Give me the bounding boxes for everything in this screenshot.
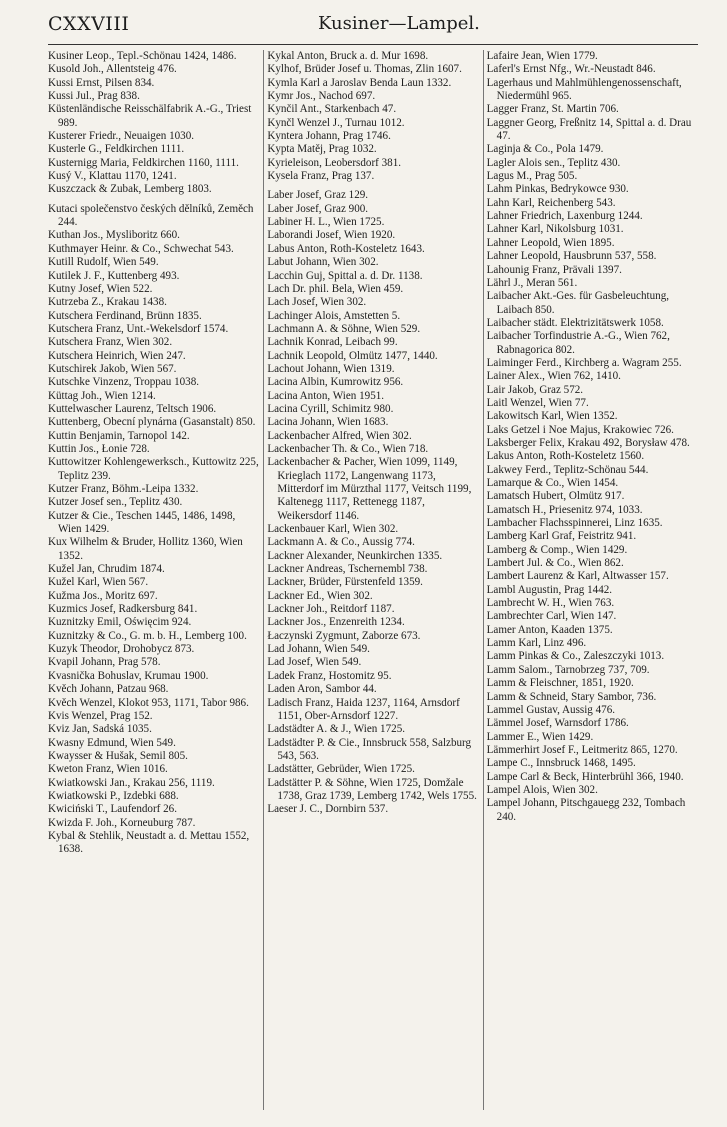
directory-entry: Laibacher Akt.-Ges. für Gasbeleuchtung, Laibach 850. (486, 290, 670, 316)
directory-entry: Lach Josef, Wien 302. (267, 296, 367, 309)
directory-entry: Kvěch Johann, Patzau 968. (48, 683, 169, 696)
directory-entry: Kvěch Wenzel, Klokot 953, 1171, Tabor 986. (48, 696, 249, 709)
directory-entry: Kwiatkowski Jan., Krakau 256, 1119. (48, 776, 215, 789)
directory-entry: Kuznitzky & Co., G. m. b. H., Lemberg 100. (48, 629, 247, 642)
directory-entry: Lackenbacher Alfred, Wien 302. (267, 429, 412, 442)
directory-entry: Lakowitsch Karl, Wien 1352. (486, 410, 618, 423)
directory-entry: Kuznitzky Emil, Oświęcim 924. (48, 616, 192, 629)
directory-entry: Lampel Johann, Pitschgauegg 232, Tombach 240. (486, 797, 686, 823)
directory-entry: Labiner H. L., Wien 1725. (267, 216, 385, 229)
directory-entry: Lacina Albin, Kumrowitz 956. (267, 376, 404, 389)
directory-entry: Lagerhaus und Mahlmühlengenossenschaft, Niedermühl 965. (486, 76, 682, 103)
directory-entry: Kutschera Franz, Wien 302. (48, 336, 173, 349)
directory-entry: Kux Wilhelm & Bruder, Hollitz 1360, Wien 1352. (48, 536, 243, 562)
page-number: CXXVIII (48, 13, 130, 35)
directory-entry: Kwizda F. Joh., Korneuburg 787. (48, 816, 196, 829)
directory-entry: Kutrzeba Z., Krakau 1438. (48, 296, 167, 309)
directory-entry: Laborandi Josef, Wien 1920. (267, 229, 396, 242)
directory-entry: Lair Jakob, Graz 572. (486, 383, 584, 396)
directory-entry: Kutzer & Cie., Teschen 1445, 1486, 1498, Wien 1429. (48, 509, 236, 536)
directory-entry: Lahner Leopold, Wien 1895. (486, 236, 615, 249)
directory-entry: Kužel Karl, Wien 567. (48, 576, 149, 589)
directory-page (48, 6, 698, 1116)
directory-entry: Lambrechter Carl, Wien 147. (486, 610, 617, 623)
directory-entry: Kutilek J. F., Kuttenberg 493. (48, 269, 180, 282)
directory-entry: Lampe Carl & Beck, Hinterbrühl 366, 1940. (486, 770, 684, 783)
directory-entry: Lahner Friedrich, Laxenburg 1244. (486, 210, 643, 223)
directory-entry: Laibacher städt. Elektrizitätswerk 1058. (486, 316, 664, 329)
column-2 (263, 50, 478, 1110)
directory-entry: Kvapil Johann, Prag 578. (48, 656, 161, 669)
directory-entry: Lagger Franz, St. Martin 706. (486, 103, 619, 116)
directory-entry: Kuthan Jos., Mysliboritz 660. (48, 229, 180, 242)
directory-entry: Kusterle G., Feldkirchen 1111. (48, 143, 185, 156)
directory-entry: Kužel Jan, Chrudim 1874. (48, 563, 165, 576)
directory-entry: Kussi Jul., Prag 838. (48, 90, 140, 103)
directory-entry: Lamm Pinkas & Co., Zaleszczyki 1013. (486, 650, 665, 663)
directory-entry: Laggner Georg, Freßnitz 14, Spittal a. d. Drau 47. (486, 116, 692, 143)
directory-entry: Kusterer Friedr., Neuaigen 1030. (48, 130, 195, 143)
directory-entry: Kutzer Franz, Böhm.-Leipa 1332. (48, 483, 199, 495)
directory-entry: Kypta Matěj, Prag 1032. (267, 143, 377, 156)
directory-entry: Lamm Karl, Linz 496. (486, 637, 587, 650)
directory-entry: Küttag Joh., Wien 1214. (48, 389, 156, 402)
directory-entry: Kuzyk Theodor, Drohobycz 873. (48, 643, 195, 656)
directory-entry: Lackner, Brüder, Fürstenfeld 1359. (267, 576, 423, 589)
directory-entry: Lacina Johann, Wien 1683. (267, 416, 389, 429)
directory-entry: Łaczynski Zygmunt, Zaborze 673. (267, 629, 421, 642)
directory-entry: Laibacher Torfindustrie A.-G., Wien 762, Rabnagorica 802. (486, 330, 670, 356)
directory-entry: Kutschera Franz, Unt.-Wekelsdorf 1574. (48, 322, 229, 335)
directory-entry: Lacina Anton, Wien 1951. (267, 389, 385, 402)
directory-entry: Lafaire Jean, Wien 1779. (486, 50, 598, 62)
directory-entry: Kusý V., Klattau 1170, 1241. (48, 170, 177, 183)
directory-entry: Kwiciński T., Laufendorf 26. (48, 803, 177, 816)
directory-entry: Kyntera Johann, Prag 1746. (267, 130, 391, 143)
directory-entry: Lacchin Guj, Spittal a. d. Dr. 1138. (267, 269, 423, 282)
header-rule (48, 44, 698, 45)
directory-entry: Lampe C., Innsbruck 1468, 1495. (486, 757, 636, 770)
directory-entry: Laeser J. C., Dornbirn 537. (267, 803, 389, 816)
directory-entry: Lammel Gustav, Aussig 476. (486, 703, 616, 716)
column-3 (483, 50, 698, 1110)
directory-entry: Küstenländische Reisschälfabrik A.-G., Triest 989. (48, 103, 252, 129)
directory-entry: Kusiner Leop., Tepl.-Schönau 1424, 1486. (48, 50, 237, 62)
directory-entry: Lachmann A. & Söhne, Wien 529. (267, 322, 421, 335)
directory-entry: Lachout Johann, Wien 1319. (267, 362, 395, 375)
directory-entry: Lackenbacher & Pacher, Wien 1099, 1149, Krieglach 1172, Langenwang 1173, Mitterdorf im Mürzthal 1177, Veitsch 1199, Kaltenegg 1117, Rettenegg 1187, Weikersdorf 1146. (267, 456, 472, 522)
directory-entry: Lambacher Flachsspinnerei, Linz 1635. (486, 517, 663, 530)
directory-entry: Kwiatkowski P., Izdebki 688. (48, 789, 179, 802)
directory-entry: Lährl J., Meran 561. (486, 276, 578, 289)
directory-entry: Lackenbauer Karl, Wien 302. (267, 523, 399, 536)
directory-entry: Lahner Leopold, Hausbrunn 537, 558. (486, 250, 657, 263)
directory-entry: Kuttin Jos., Łonie 728. (48, 442, 150, 455)
directory-entry: Laferl's Ernst Nfg., Wr.-Neustadt 846. (486, 63, 656, 76)
directory-entry: Lamatsch Hubert, Olmütz 917. (486, 490, 625, 503)
directory-entry: Kymla Karl a Jaroslav Benda Laun 1332. (267, 76, 452, 89)
directory-entry: Lainer Alex., Wien 762, 1410. (486, 370, 621, 383)
directory-entry: Lagus M., Prag 505. (486, 170, 578, 183)
directory-entry: Laiminger Ferd., Kirchberg a. Wagram 255. (486, 356, 682, 369)
directory-entry: Labut Johann, Wien 302. (267, 256, 379, 269)
directory-entry: Ladek Franz, Hostomitz 95. (267, 669, 392, 682)
directory-entry: Kussi Ernst, Pilsen 834. (48, 76, 155, 89)
directory-entry: Lad Josef, Wien 549. (267, 656, 362, 669)
directory-entry: Lackner Jos., Enzenreith 1234. (267, 616, 405, 629)
directory-entry: Kutschirek Jakob, Wien 567. (48, 362, 177, 375)
directory-entry: Kuttenberg, Obecní plynárna (Gasanstalt) 850. (48, 416, 256, 429)
directory-entry: Lammer E., Wien 1429. (486, 730, 594, 743)
directory-entry: Kutaci společenstvo českých dělníků, Zeměch 244. (48, 202, 254, 229)
directory-entry: Lamer Anton, Kaaden 1375. (486, 623, 613, 636)
directory-entry: Lamberg & Comp., Wien 1429. (486, 543, 628, 556)
directory-entry: Lahn Karl, Reichenberg 543. (486, 196, 616, 209)
directory-entry: Kybal & Stehlik, Neustadt a. d. Mettau 1552, 1638. (48, 829, 250, 856)
directory-entry: Lad Johann, Wien 549. (267, 643, 370, 656)
directory-entry: Lamberg Karl Graf, Feistritz 941. (486, 530, 637, 543)
directory-entry: Kviz Jan, Sadská 1035. (48, 723, 152, 736)
directory-entry: Lamm & Schneid, Stary Sambor, 736. (486, 690, 657, 703)
directory-entry: Kutny Josef, Wien 522. (48, 282, 153, 295)
directory-entry: Kutschke Vinzenz, Troppau 1038. (48, 376, 200, 389)
directory-entry: Labus Anton, Roth-Kosteletz 1643. (267, 242, 425, 255)
directory-entry: Kynčl Wenzel J., Turnau 1012. (267, 116, 405, 129)
directory-entry: Kymr Jos., Nachod 697. (267, 90, 376, 103)
directory-entry: Kvis Wenzel, Prag 152. (48, 709, 153, 722)
directory-entry: Lämmel Josef, Warnsdorf 1786. (486, 717, 629, 730)
directory-entry: Kvasnička Bohuslav, Krumau 1900. (48, 669, 209, 682)
directory-entry: Laks Getzel i Noe Majus, Krakowiec 726. (486, 423, 674, 436)
directory-entry: Ladisch Franz, Haida 1237, 1164, Arnsdorf 1151, Ober-Arnsdorf 1227. (267, 696, 460, 722)
directory-entry: Lackner Ed., Wien 302. (267, 589, 373, 602)
directory-entry: Lackner Joh., Reitdorf 1187. (267, 603, 395, 616)
directory-entry: Lahm Pinkas, Bedrykowce 930. (486, 183, 629, 196)
directory-entry: Lambert Jul. & Co., Wien 862. (486, 557, 624, 570)
directory-entry: Lämmerhirt Josef F., Leitmeritz 865, 1270. (486, 743, 678, 756)
directory-entry: Kuszczack & Zubak, Lemberg 1803. (48, 183, 212, 196)
directory-entry: Kuttin Benjamin, Tarnopol 142. (48, 429, 190, 442)
directory-entry: Kusold Joh., Allentsteig 476. (48, 63, 177, 76)
directory-entry: Kykal Anton, Bruck a. d. Mur 1698. (267, 50, 429, 62)
directory-entry: Kylhof, Brüder Josef u. Thomas, Zlin 1607. (267, 63, 462, 76)
directory-entry: Laginja & Co., Pola 1479. (486, 143, 604, 156)
directory-entry: Kwasny Edmund, Wien 549. (48, 736, 176, 749)
directory-entry: Laksberger Felix, Krakau 492, Borysław 478. (486, 436, 690, 449)
directory-entry: Lackner Alexander, Neunkirchen 1335. (267, 549, 443, 562)
directory-entry: Lachinger Alois, Amstetten 5. (267, 309, 401, 322)
directory-entry: Kweton Franz, Wien 1016. (48, 763, 168, 776)
directory-entry: Lahner Karl, Nikolsburg 1031. (486, 223, 624, 236)
directory-entry: Lackenbacher Th. & Co., Wien 718. (267, 442, 429, 455)
directory-entry: Lamarque & Co., Wien 1454. (486, 477, 619, 489)
running-title: Kusiner—Lampel. (318, 13, 480, 34)
directory-entry: Ladstädter P. & Cie., Innsbruck 558, Salzburg 543, 563. (267, 736, 472, 762)
directory-entry: Kuttelwascher Laurenz, Teltsch 1906. (48, 402, 217, 415)
directory-entry: Lambrecht W. H., Wien 763. (486, 597, 615, 610)
directory-entry: Lambl Augustin, Prag 1442. (486, 583, 613, 596)
directory-entry: Kužma Jos., Moritz 697. (48, 589, 158, 602)
directory-entry: Kwaysser & Hušak, Semil 805. (48, 749, 188, 762)
directory-entry: Kuttowitzer Kohlengewerksch., Kuttowitz 225, Teplitz 239. (48, 456, 259, 482)
directory-entry: Kusternigg Maria, Feldkirchen 1160, 1111. (48, 156, 239, 169)
directory-entry: Lachnik Leopold, Olmütz 1477, 1440. (267, 349, 438, 362)
directory-entry: Kutzer Josef sen., Teplitz 430. (48, 496, 183, 509)
directory-entry: Laber Josef, Graz 900. (267, 202, 369, 215)
entry-columns (48, 50, 698, 1110)
directory-entry: Laden Aron, Sambor 44. (267, 683, 377, 696)
directory-entry: Lakus Anton, Roth-Kosteletz 1560. (486, 450, 645, 463)
directory-entry: Kutill Rudolf, Wien 549. (48, 256, 159, 269)
page-header (48, 6, 698, 48)
directory-entry: Kyrieleison, Leobersdorf 381. (267, 156, 402, 169)
directory-entry: Lambert Laurenz & Karl, Altwasser 157. (486, 570, 669, 583)
directory-entry: Lamm Salom., Tarnobrzeg 737, 709. (486, 663, 650, 676)
directory-entry: Lampel Alois, Wien 302. (486, 783, 598, 796)
column-1 (48, 50, 259, 1110)
directory-entry: Lagler Alois sen., Teplitz 430. (486, 156, 621, 169)
directory-entry: Laitl Wenzel, Wien 77. (486, 396, 589, 409)
directory-entry: Kuzmics Josef, Radkersburg 841. (48, 603, 198, 616)
directory-entry: Lackner Andreas, Tschernembl 738. (267, 563, 428, 576)
directory-entry: Kysela Franz, Prag 137. (267, 170, 375, 183)
directory-entry: Kutschera Ferdinand, Brünn 1835. (48, 309, 202, 322)
directory-entry: Laber Josef, Graz 129. (267, 189, 369, 202)
directory-entry: Kutschera Heinrich, Wien 247. (48, 349, 186, 362)
directory-entry: Ladstätter, Gebrüder, Wien 1725. (267, 763, 415, 776)
directory-entry: Ladstätter P. & Söhne, Wien 1725, Domžale 1738, Graz 1739, Lemberg 1742, Wels 1755. (267, 776, 477, 802)
directory-entry: Lahounig Franz, Prävali 1397. (486, 263, 622, 276)
directory-entry: Kynčil Ant., Starkenbach 47. (267, 103, 397, 116)
directory-entry: Lamm & Fleischner, 1851, 1920. (486, 677, 634, 690)
directory-entry: Lackmann A. & Co., Aussig 774. (267, 536, 415, 549)
directory-entry: Lach Dr. phil. Bela, Wien 459. (267, 282, 404, 295)
directory-entry: Lakwey Ferd., Teplitz-Schönau 544. (486, 463, 649, 476)
directory-entry: Lamatsch H., Priesenitz 974, 1033. (486, 503, 643, 516)
directory-entry: Kuthmayer Heinr. & Co., Schwechat 543. (48, 242, 234, 255)
directory-entry: Lachnik Konrad, Leibach 99. (267, 336, 398, 349)
directory-entry: Ladstädter A. & J., Wien 1725. (267, 723, 406, 736)
directory-entry: Lacina Cyrill, Schimitz 980. (267, 402, 394, 415)
